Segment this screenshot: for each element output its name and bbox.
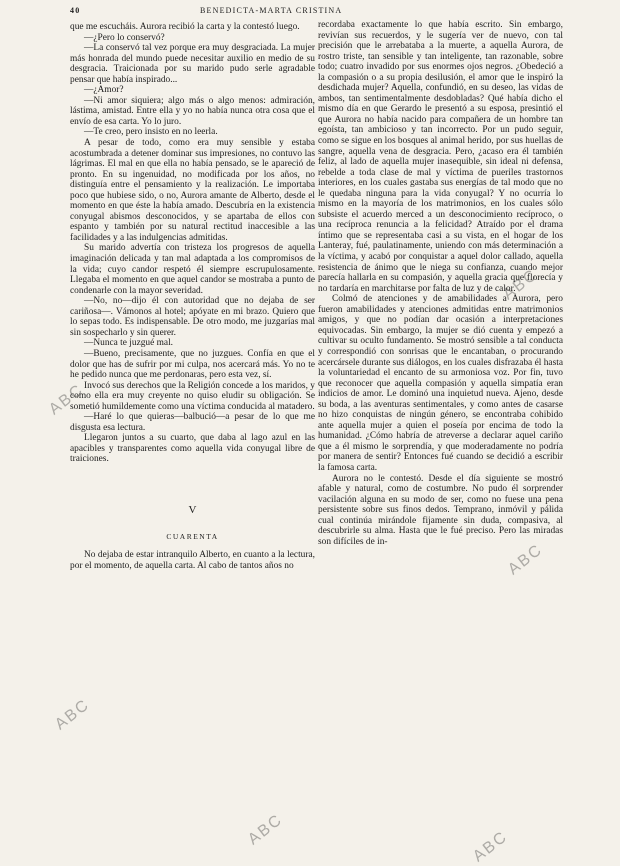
paragraph: Su marido advertía con tristeza los progresos de aquella imaginación delicada y tan mal adaptada a los compromisos de la vida; cuyo candor respetó él siempre escrupulosamente. Llegaba el momento en que aquel candor se mostraba a punto de condenarle con la mayor severidad. <box>70 243 315 296</box>
paragraph: A pesar de todo, como era muy sensible y estaba acostumbrada a detener dominar sus impresiones, no contuvo las lágrimas. El mal en que ella no había pensado, se le apareció de pronto. En su ingenuidad, no modificada por los años, no distinguía entre el pensamiento y la realización. Le importaba poco que hubiese sido, o no, Aurora amante de Alberto, desde el momento en que éste la había amado. Descubría en la existencia conyugal abismos desconocidos, y se apartaba de ellos con espanto y también por su natural rectitud inaccesible a las facilidades y a las indulgencias admitidas. <box>70 138 315 243</box>
paragraph: Invocó sus derechos que la Religión concede a los maridos, y como ella era muy creyente no quiso eludir su obligación. Se sometió humildemente como una víctima conducida al matadero. <box>70 380 315 412</box>
paragraph: —¿Pero lo conservó? <box>84 32 165 43</box>
paragraph: —No, no—dijo él con autoridad que no dejaba de ser cariñosa—. Vámonos al hotel; apóyate en mi brazo. Quiero que lo sepas todo. Es indispensable. De otro modo, me juzgarías mal sin sospecharlo y sin querer. <box>70 296 315 338</box>
chapter-number: V <box>188 503 197 516</box>
paragraph: —Nunca te juzgué mal. <box>84 338 174 349</box>
left-closing-paragraphs <box>70 550 315 571</box>
running-head: BENEDICTA-MARTA CRISTINA <box>200 6 343 15</box>
paragraph: —Ni amor siquiera; algo más o algo menos: admiración, lástima, amistad. Entre ella y yo no había nunca otra cosa que el envío de esa carta. Yo lo juro. <box>70 95 315 127</box>
abc-watermark: ABC <box>245 811 287 849</box>
chapter-title: CUARENTA <box>166 531 219 541</box>
abc-watermark: ABC <box>500 266 542 304</box>
page-number: 40 <box>70 6 81 15</box>
paragraph: No dejaba de estar intranquilo Alberto, en cuanto a la lectura, por el momento, de aquella carta. Al cabo de tantos años no <box>70 550 315 571</box>
paragraph: Colmó de atenciones y de amabilidades a Aurora, pero fueron amabilidades y atenciones admitidas entre matrimonios amigos, y que no podían dar ocasión a interpretaciones equivocadas. Sin embargo, la mujer se dió cuenta y empezó a cultivar su oculto fundamento. Se mostró sensible a tal conducta y correspondió con sonrisas que le encantaban, o procurando acercársele durante sus diálogos, en los cuales disfrazaba él hasta la voluntariedad el encanto de su armoniosa voz. Por fin, tuvo que reconocer que aquella compasión y aquella simpatía eran indicios de amor. Le dominó una inquietud nueva. Ajeno, desde su boda, a las aventuras sentimentales, y como antes de casarse no hizo conquistas de ningún género, se encontraba cohibido ante aquella mujer a quien el poseía por encima de todo la humanidad. ¿Cómo habría de atreverse a declarar aquel cariño que a él mismo le sorprendía, y que moderadamente no podría por manera de sentir? Entonces fué cuando se decidió a escribir la famosa carta. <box>318 294 563 473</box>
abc-watermark: ABC <box>52 696 94 734</box>
abc-watermark: ABC <box>470 828 512 866</box>
paragraph: Llegaron juntos a su cuarto, que daba al lago azul en las apacibles y transparentes como aquella vida conyugal libre de traiciones. <box>70 433 315 465</box>
page-header <box>70 6 570 20</box>
left-paragraphs <box>70 22 315 465</box>
paragraph: —La conservó tal vez porque era muy desgraciada. La mujer más honrada del mundo puede necesitar auxilio en medio de su desgracia. Traicionada por su marido pudo serle agradable pensar que había inspirado... <box>70 43 315 85</box>
paragraph: —Bueno, precisamente, que no juzgues. Confía en que el dolor que has de sufrir por mi culpa, nos acercará más. Yo no te he pedido nunca que me perdonaras, pero esta vez, sí. <box>70 348 315 381</box>
paragraph: que me escucháis. Aurora recibió la carta y la contestó luego. <box>70 22 300 32</box>
paragraph: —Te creo, pero insisto en no leerla. <box>84 127 218 138</box>
paragraph: —¿Amor? <box>84 85 124 96</box>
paragraph: —Haré lo que quieras—balbució—a pesar de lo que me disgusta esa lectura. <box>70 412 315 433</box>
abc-watermark: ABC <box>505 541 547 579</box>
paragraph: Aurora no le contestó. Desde el día siguiente se mostró afable y natural, como de costumbre. No pudo él sorprender vacilación alguna en su modo de ser, como no fuese una pena persistente sobre sus finos dedos. Temprano, inmóvil y pálida cual continúa mirándole fijamente sin duda, compasiva, al descubrirle su alma. Hasta que le fué preciso. Pero las miradas son difíciles de in- <box>318 473 563 547</box>
abc-watermark: ABC <box>46 381 88 419</box>
paragraph: recordaba exactamente lo que había escrito. Sin embargo, revivían sus recuerdos, y le sugería ver de nuevo, con tal precisión que le arrebataba a la muerte, a aquella Aurora, de rostro triste, tan sensible y tan inteligente, tan razonable, sobre todo; cuatro invadido por sus enormes ojos negros. ¿Obedeció a la compasión o a su propia desilusión, el amor que le inspiró la desdichada mujer? Aquella, confundió, en su deseo, las vidas de ambos, tan sentimentalmente desdobladas? Qué había dicho el mismo día en que Gerardo le presentó a su esposa, presintió el que Aurora no había nacido para compañera de un hombre tan egoísta, tan ambicioso y tan incorrecto. Por un pudo seguir, como se sigue en los bosques al animal herido, por sus huellas de sangre, aquella vena de desgracia. Pero, ¿acaso era él también feliz, al lado de aquella mujer inasequible, sin ideal ni defensa, rebelde a toda clase de mal y víctima de pueriles trastornos interiores, en los cuales gastaba sus energías de tal modo que no le quedaba ninguna para la vida conyugal? Y no ocurría lo mismo en la mayoría de los matrimonios, en los cuales sólo subsiste el acuerdo merced a un desconocimiento recíproco, o una recíproca renuncia a la felicidad? Atraído por el drama íntimo que se representaba casi a su vista, en el hogar de los Lanteray, fué, paulatinamente, uniendo con más determinación a la víctima, y acabó por conquistar a aquel dolor callado, aquella resistencia de ánimo que le niega su confianza, cuando mejor parecía hallarla en su compasión, y aquella gracia que florecía y no tardaría en marchitarse por falta de luz y de calor. <box>318 20 564 294</box>
left-column <box>70 22 315 571</box>
